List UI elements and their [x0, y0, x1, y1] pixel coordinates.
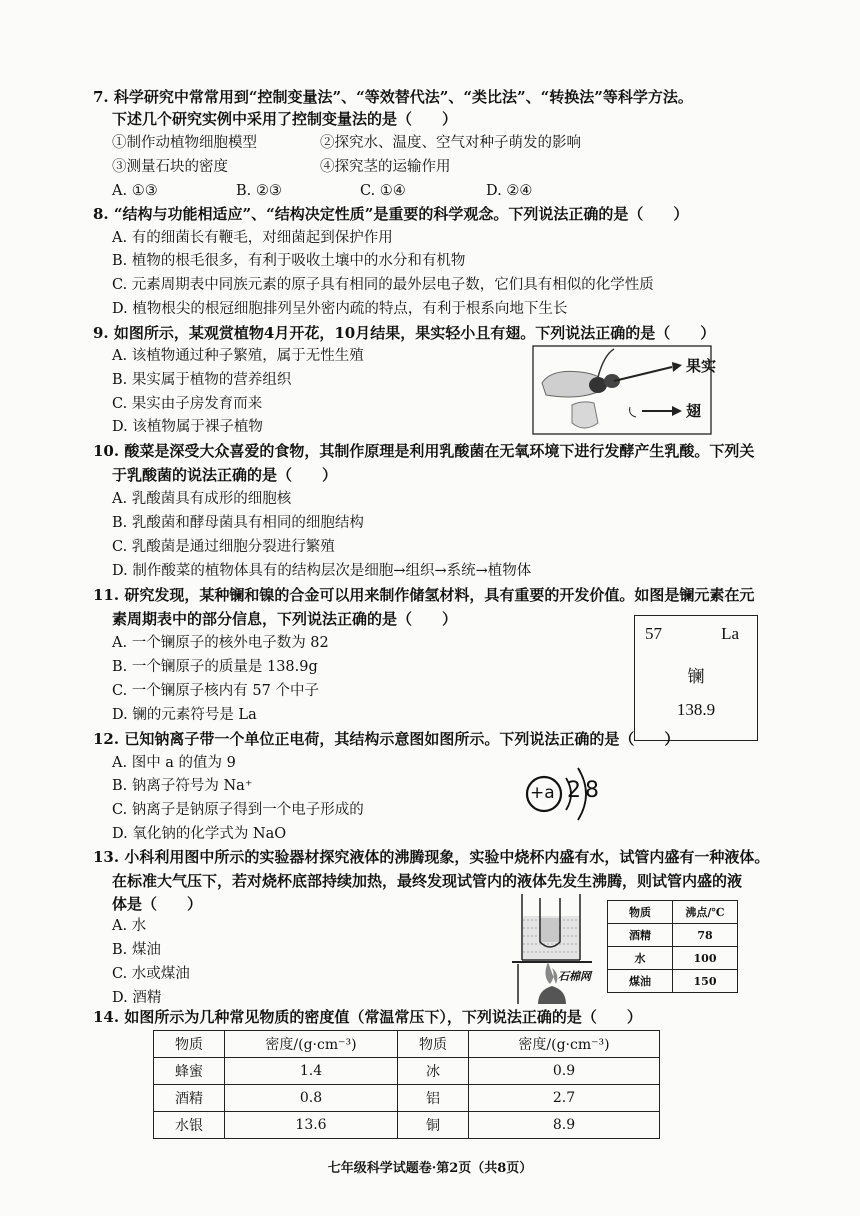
q7-item-1: ①制作动植物细胞模型 — [112, 135, 257, 151]
table-header-row — [608, 901, 738, 924]
shell-2-electrons: 8 — [585, 778, 599, 803]
q9-option-d: D. 该植物属于裸子植物 — [112, 419, 263, 435]
table-header-cell: 物质 — [154, 1031, 225, 1058]
table-cell: 150 — [673, 970, 738, 993]
table-cell: 8.9 — [469, 1112, 660, 1139]
q10-stem-line2: 于乳酸菌的说法正确的是（ ） — [112, 466, 338, 484]
boiling-point-table — [607, 900, 738, 993]
q13-stem-line1: 13. 小科利用图中所示的实验器材探究液体的沸腾现象，实验中烧杯内盛有水，试管内盛有一种液体。 — [93, 848, 770, 866]
table-cell: 铜 — [398, 1112, 469, 1139]
table-cell: 煤油 — [608, 970, 673, 993]
table-header-cell: 密度/(g·cm⁻³) — [469, 1031, 660, 1058]
atomic-number: 57 — [645, 624, 662, 643]
q8-stem: 8. “结构与功能相适应”、“结构决定性质”是重要的科学观念。下列说法正确的是（ ） — [93, 205, 689, 223]
q11-option-d: D. 镧的元素符号是 La — [112, 707, 257, 723]
table-cell: 0.8 — [225, 1085, 398, 1112]
label-wing: 翅 — [686, 402, 702, 420]
table-cell: 水 — [608, 947, 673, 970]
shell-1-electrons: 2 — [567, 778, 581, 803]
table-header-cell: 物质 — [398, 1031, 469, 1058]
q13-stem-line3: 体是（ ） — [112, 895, 203, 913]
stalk — [598, 349, 614, 377]
q7-option-b: B. ②③ — [236, 183, 282, 199]
table-header-cell: 物质 — [608, 901, 673, 924]
label-asbestos-gauze: 石棉网 — [558, 970, 591, 983]
q12-option-d: D. 氧化钠的化学式为 NaO — [112, 826, 287, 842]
element-name: 镧 — [687, 667, 705, 687]
boiling-apparatus-figure — [508, 892, 608, 1012]
q10-option-d: D. 制作酸菜的植物体具有的结构层次是细胞→组织→系统→植物体 — [112, 563, 532, 579]
flame — [545, 962, 557, 984]
table-row — [154, 1058, 660, 1085]
q10-option-c: C. 乳酸菌是通过细胞分裂进行繁殖 — [112, 539, 335, 555]
table-cell: 酒精 — [608, 924, 673, 947]
arrow-fruit-head — [672, 362, 682, 372]
table-cell: 100 — [673, 947, 738, 970]
q12-option-b: B. 钠离子符号为 Na⁺ — [112, 778, 253, 794]
q7-item-3: ③测量石块的密度 — [112, 159, 228, 175]
q7-stem-line2: 下述几个研究实例中采用了控制变量法的是（ ） — [112, 110, 458, 128]
table-header-cell: 密度/(g·cm⁻³) — [225, 1031, 398, 1058]
table-header-row — [154, 1031, 660, 1058]
table-cell: 0.9 — [469, 1058, 660, 1085]
table-row — [154, 1112, 660, 1139]
q13-option-b: B. 煤油 — [112, 942, 161, 958]
q8-option-d: D. 植物根尖的根冠细胞排列呈外密内疏的特点，有利于根系向地下生长 — [112, 301, 568, 317]
q10-option-a: A. 乳酸菌具有成形的细胞核 — [112, 491, 292, 507]
q11-option-b: B. 一个镧原子的质量是 138.9g — [112, 659, 318, 675]
q11-option-a: A. 一个镧原子的核外电子数为 82 — [112, 635, 329, 651]
table-cell: 1.4 — [225, 1058, 398, 1085]
q12-option-a: A. 图中 a 的值为 9 — [112, 755, 236, 771]
table-row — [608, 947, 738, 970]
q9-option-c: C. 果实由子房发育而来 — [112, 396, 263, 412]
periodic-element-card — [634, 615, 758, 741]
table-cell: 铝 — [398, 1085, 469, 1112]
density-table — [153, 1030, 660, 1139]
element-symbol: La — [721, 624, 739, 643]
q8-option-a: A. 有的细菌长有鞭毛，对细菌起到保护作用 — [112, 230, 393, 246]
table-cell: 13.6 — [225, 1112, 398, 1139]
q9-option-b: B. 果实属于植物的营养组织 — [112, 372, 292, 388]
page-footer: 七年级科学试题卷·第2页（共8页） — [327, 1161, 533, 1176]
arrow-fruit-line — [614, 367, 672, 381]
table-cell: 78 — [673, 924, 738, 947]
test-tube-liquid — [541, 918, 559, 942]
arrow-wing-head — [672, 406, 682, 416]
atomic-mass: 138.9 — [676, 700, 716, 719]
q7-stem-line1: 7. 科学研究中常常用到“控制变量法”、“等效替代法”、“类比法”、“转换法”等科学方法。 — [93, 88, 693, 106]
q11-stem-line1: 11. 研究发现，某种镧和镍的合金可以用来制作储氢材料，具有重要的开发价值。如图是镧元素在元 — [93, 586, 755, 604]
table-cell: 水银 — [154, 1112, 225, 1139]
q7-option-c: C. ①④ — [360, 183, 406, 199]
q9-stem: 9. 如图所示，某观赏植物4月开花，10月结果，果实轻小且有翅。下列说法正确的是（ ） — [93, 324, 716, 342]
table-header-cell: 沸点/℃ — [673, 901, 738, 924]
q14-stem: 14. 如图所示为几种常见物质的密度值（常温常压下），下列说法正确的是（ ） — [93, 1008, 642, 1026]
q7-item-4: ④探究茎的运输作用 — [320, 159, 451, 175]
q9-option-a: A. 该植物通过种子繁殖，属于无性生殖 — [112, 348, 364, 364]
q8-option-b: B. 植物的根毛很多，有利于吸收土壤中的水分和有机物 — [112, 253, 466, 269]
q8-option-c: C. 元素周期表中同族元素的原子具有相同的最外层电子数，它们具有相似的化学性质 — [112, 277, 654, 293]
q13-stem-line2: 在标准大气压下，若对烧杯底部持续加热，最终发现试管内的液体先发生沸腾，则试管内盛的液 — [112, 872, 743, 890]
q12-option-c: C. 钠离子是钠原子得到一个电子形成的 — [112, 802, 364, 818]
q12-stem: 12. 已知钠离子带一个单位正电荷，其结构示意图如图所示。下列说法正确的是（ ） — [93, 730, 680, 748]
wing-mark — [630, 407, 636, 417]
table-cell: 蜂蜜 — [154, 1058, 225, 1085]
q11-stem-line2: 素周期表中的部分信息，下列说法正确的是（ ） — [112, 610, 458, 628]
nucleus-charge: +a — [530, 783, 555, 803]
q7-option-d: D. ②④ — [486, 183, 533, 199]
table-row — [608, 924, 738, 947]
q13-option-d: D. 酒精 — [112, 990, 162, 1006]
q10-option-b: B. 乳酸菌和酵母菌具有相同的细胞结构 — [112, 515, 364, 531]
winged-fruit-figure — [532, 345, 712, 435]
table-cell: 冰 — [398, 1058, 469, 1085]
q10-stem-line1: 10. 酸菜是深受大众喜爱的食物，其制作原理是利用乳酸菌在无氧环境下进行发酵产生乳酸。下列关 — [93, 442, 755, 460]
table-row — [154, 1085, 660, 1112]
table-cell: 酒精 — [154, 1085, 225, 1112]
table-row — [608, 970, 738, 993]
label-fruit: 果实 — [686, 357, 717, 375]
q13-option-c: C. 水或煤油 — [112, 966, 190, 982]
alcohol-lamp — [538, 986, 566, 1004]
q7-option-a: A. ①③ — [112, 183, 158, 199]
table-cell: 2.7 — [469, 1085, 660, 1112]
q13-option-a: A. 水 — [112, 918, 147, 934]
q7-item-2: ②探究水、温度、空气对种子萌发的影响 — [320, 135, 581, 151]
q11-option-c: C. 一个镧原子核内有 57 个中子 — [112, 683, 319, 699]
wing-lower — [572, 402, 598, 428]
